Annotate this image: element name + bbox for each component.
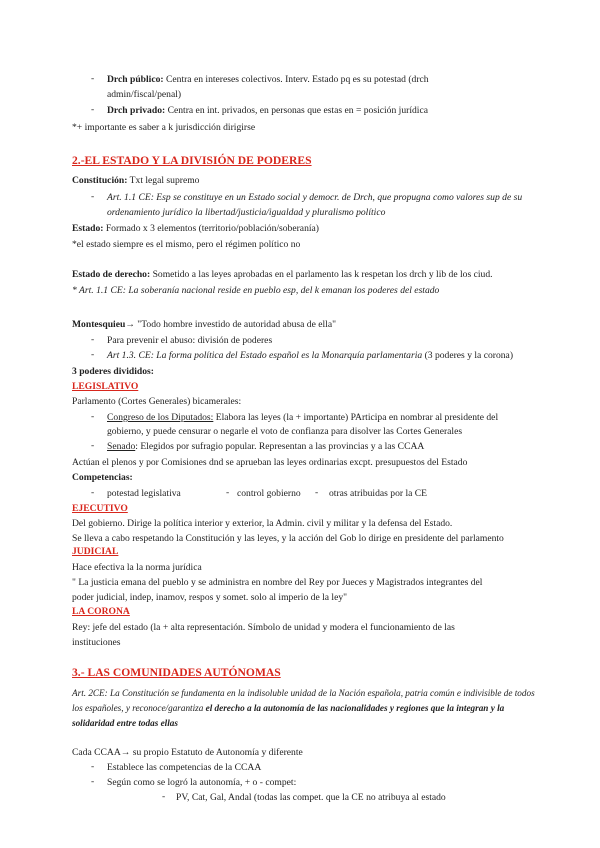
estado-line bbox=[72, 222, 319, 235]
senado-line bbox=[107, 440, 424, 453]
estado-derecho-label: Estado de derecho: bbox=[72, 269, 151, 280]
congreso-text: Elabora las leyes (la + importante) PArticipa en nombrar al presidente del bbox=[213, 412, 499, 423]
art-2-line-1: Art. 2CE: La Constitución se fundamenta en la indisoluble unidad de la Nación española, patria común e indivisible de todos bbox=[72, 688, 535, 698]
art-2-bold-end: solidaridad entre todas ellas bbox=[72, 718, 178, 728]
judicial-line-1: Hace efectiva la la norma jurídica bbox=[72, 562, 202, 573]
cada-ccaa-text: su propio Estatuto de Autonomía y diferente bbox=[130, 747, 303, 758]
bullet-dash: - bbox=[91, 349, 95, 360]
constitucion-text: Txt legal supremo bbox=[127, 175, 200, 186]
estado-note: *el estado siempre es el mismo, pero el régimen político no bbox=[72, 239, 301, 250]
congreso-label: Congreso de los Diputados: bbox=[107, 412, 214, 423]
judicial-line-2: " La justicia emana del pueblo y se administra en nombre del Rey por Jueces y Magistrados integrantes del bbox=[72, 577, 483, 588]
art-2-bold: el derecho a la autonomía de las nacionalidades y regiones que la integran y la bbox=[205, 703, 505, 713]
drch-privado-text: Centra en int. privados, en personas que estas en = posición jurídica bbox=[165, 105, 428, 116]
art-1-1-line-2: ordenamiento jurídico la libertad/justicia/igualdad y pluralismo político bbox=[107, 207, 386, 218]
estado-label: Estado: bbox=[72, 223, 104, 234]
section-2-heading: 2.-EL ESTADO Y LA DIVISIÓN DE PODERES bbox=[72, 154, 312, 167]
drch-privado-label: Drch privado: bbox=[107, 105, 166, 116]
section-3-heading: 3.- LAS COMUNIDADES AUTÓNOMAS bbox=[72, 666, 281, 679]
ccaa-item-3: PV, Cat, Gal, Andal (todas las compet. que la CE no atribuya al estado bbox=[176, 792, 446, 803]
senado-text: : Elegidos por sufragio popular. Representan a las provincias y a las CCAA bbox=[135, 441, 425, 452]
bullet-dash: - bbox=[91, 487, 95, 498]
legislativo-heading: LEGISLATIVO bbox=[72, 381, 139, 392]
bullet-dash: - bbox=[91, 104, 95, 115]
congreso-line-2: gobierno, y puede censurar o negarle el voto de confianza para disolver las Cortes Generales bbox=[107, 426, 463, 437]
montesquieu-label: Montesquieu bbox=[72, 319, 126, 330]
intro-note: *+ importante es saber a k jurisdicción dirigirse bbox=[72, 122, 256, 133]
competencias-heading bbox=[72, 471, 133, 484]
corona-line-2: instituciones bbox=[72, 637, 121, 648]
art-2-line-2 bbox=[72, 702, 504, 715]
estado-derecho-text: Sometido a las leyes aprobadas en el parlamento las k respetan los drch y lib de los ciud. bbox=[150, 269, 493, 280]
arrow-icon: → bbox=[125, 319, 135, 330]
estado-derecho-note: * Art. 1.1 CE: La soberanía nacional reside en pueblo esp, del k emanan los poderes del estado bbox=[72, 285, 440, 296]
drch-publico-line bbox=[107, 73, 429, 86]
ccaa-item-1: Establece las competencias de la CCAA bbox=[107, 762, 262, 773]
bullet-dash: - bbox=[91, 761, 95, 772]
ejecutivo-heading: EJECUTIVO bbox=[72, 503, 128, 514]
judicial-heading: JUDICIAL bbox=[72, 546, 119, 557]
drch-publico-line-2: admin/fiscal/penal) bbox=[107, 89, 182, 100]
competencia-item-2: control gobierno bbox=[237, 488, 301, 499]
bullet-dash: - bbox=[226, 487, 230, 498]
estado-derecho-line bbox=[72, 268, 493, 281]
art-2-text: los españoles, y reconoce/garantiza bbox=[72, 703, 206, 713]
corona-line-1: Rey: jefe del estado (la + alta representación. Símbolo de unidad y modera el funcionamiento de las bbox=[72, 622, 455, 633]
bullet-dash: - bbox=[162, 791, 166, 802]
ccaa-item-2: Según como se logró la autonomía, + o - compet: bbox=[107, 777, 297, 788]
bullet-dash: - bbox=[91, 73, 95, 84]
competencia-item-3: otras atribuidas por la CE bbox=[329, 488, 428, 499]
bullet-dash: - bbox=[315, 487, 319, 498]
montesquieu-item-2 bbox=[107, 349, 513, 362]
judicial-line-3: poder judicial, indep, inamov, respos y somet. solo al imperio de la ley" bbox=[72, 592, 348, 603]
drch-publico-label: Drch público: bbox=[107, 74, 164, 85]
art-1-3-rest: (3 poderes y la corona) bbox=[422, 350, 514, 361]
drch-privado-line bbox=[107, 104, 428, 117]
legislativo-line-1: Parlamento (Cortes Generales) bicamerales: bbox=[72, 396, 242, 407]
bullet-dash: - bbox=[91, 191, 95, 202]
cada-ccaa-label: Cada CCAA bbox=[72, 747, 121, 758]
bullet-dash: - bbox=[91, 411, 95, 422]
bullet-dash: - bbox=[91, 440, 95, 451]
estado-text: Formado x 3 elementos (territorio/población/soberanía) bbox=[103, 223, 319, 234]
drch-publico-text: Centra en intereses colectivos. Interv. Estado pq es su potestad (drch bbox=[163, 74, 429, 85]
art-1-1-line-1: Art. 1.1 CE: Esp se constituye en un Estado social y democr. de Drch, que propugna como valores sup de su bbox=[107, 192, 523, 203]
ejecutivo-line-1: Del gobierno. Dirige la política interior y exterior, la Admin. civil y militar y la defensa del Estado. bbox=[72, 518, 453, 529]
actuan-line: Actúan el plenos y por Comisiones dnd se aprueban las leyes ordinarias excpt. presupuestos del Estado bbox=[72, 457, 468, 468]
montesquieu-item-1: Para prevenir el abuso: división de poderes bbox=[107, 335, 273, 346]
cada-ccaa-line bbox=[72, 746, 303, 759]
senado-label: Senado bbox=[107, 441, 136, 452]
poderes-heading-text: 3 poderes divididos: bbox=[72, 366, 154, 377]
poderes-heading bbox=[72, 365, 154, 378]
art-1-3-text: Art 1.3. CE: La forma política del Estado español es la Monarquía parlamentaria bbox=[107, 350, 423, 361]
constitucion-label: Constitución: bbox=[72, 175, 128, 186]
congreso-line bbox=[107, 411, 498, 424]
bullet-dash: - bbox=[91, 334, 95, 345]
competencia-item-1: potestad legislativa bbox=[107, 488, 181, 499]
montesquieu-line bbox=[72, 318, 336, 331]
competencias-label: Competencias: bbox=[72, 472, 133, 483]
bullet-dash: - bbox=[91, 776, 95, 787]
ejecutivo-line-2: Se lleva a cabo respetando la Constitución y las leyes, y la acción del Gob lo dirige en presidente del parlamento bbox=[72, 533, 504, 544]
arrow-icon: → bbox=[120, 747, 131, 758]
corona-heading: LA CORONA bbox=[72, 606, 130, 617]
montesquieu-quote: "Todo hombre investido de autoridad abusa de ella" bbox=[134, 319, 337, 330]
constitucion-line bbox=[72, 174, 199, 187]
art-2-line-3 bbox=[72, 717, 178, 730]
